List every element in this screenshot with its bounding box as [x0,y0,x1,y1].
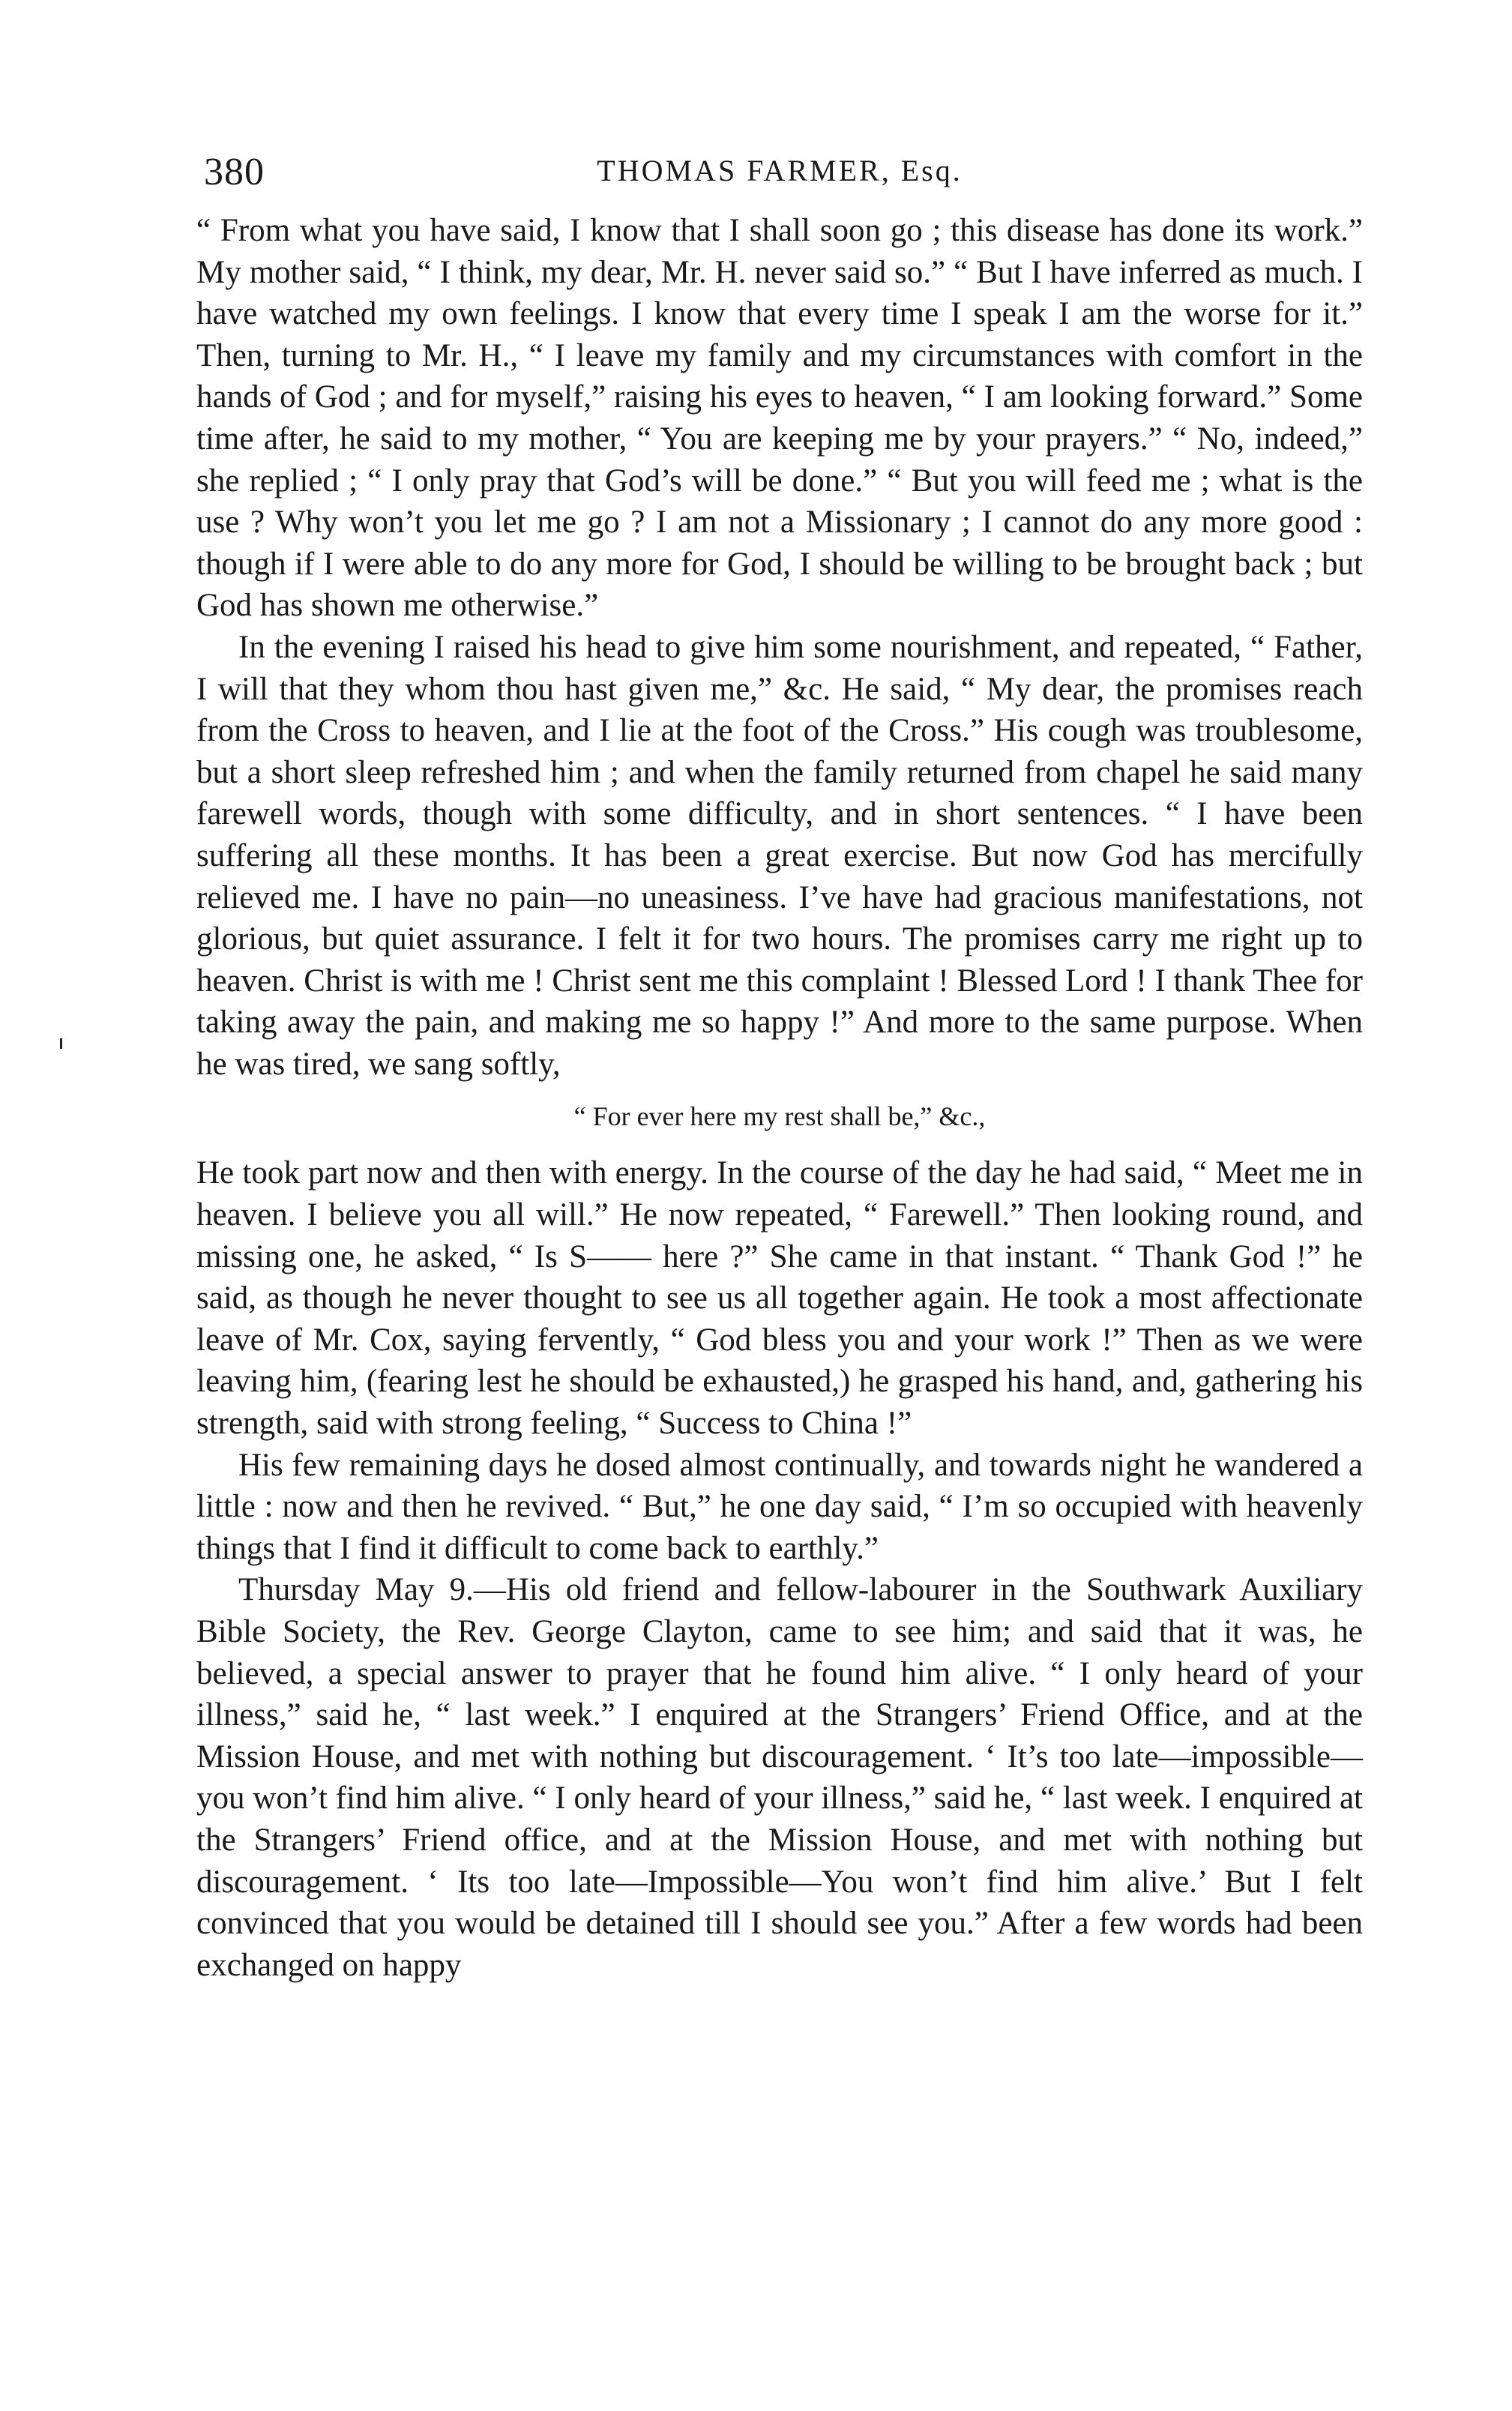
hymn-quote: “ For ever here my rest shall be,” &c., [573,1101,986,1132]
paragraph-remaining-days: His few remaining days he dosed almost continually, and towards night he wandered a little : now and then he revived. “ But,” he one day said, “ I’m so occupied with heavenly things that I find it difficult to come back to earthly.” [196,1447,1363,1566]
paragraph-dialogue: “ From what you have said, I know that I shall soon go ; this disease has done its work.” My mother said, “ I think, my dear, Mr. H. never said so.” “ But I have inferred as much. I have watched my own feelings. I know that every time I speak I am the worse for it.” Then, turning to Mr. H., “ I leave my family and my circumstances with comfort in the hands of God ; and for myself,” raising his eyes to heaven, “ I am looking forward.” Some time after, he said to my mother, “ You are keeping me by your prayers.” “ No, indeed,” she replied ; “ I only pray that God’s will be done.” “ But you will feed me ; what is the use ? Why won’t you let me go ? I am not a Missionary ; I cannot do any more good : though if I were able to do any more for God, I should be willing to be brought back ; but God has shown me otherwise.” [196,213,1363,624]
running-title: THOMAS FARMER, Esq. [597,154,963,187]
book-page [196,150,1363,1986]
paragraph-evening: In the evening I raised his head to give him some nourishment, and repeated, “ Father, I will that they whom thou hast given me,” &c. He said, “ My dear, the promises reach from the Cross to heaven, and I lie at the foot of the Cross.” His cough was troublesome, but a short sleep refreshed him ; and when the family returned from chapel he said many farewell words, though with some difficulty, and in short sentences. “ I have been suffering all these months. It has been a great exercise. But now God has mercifully relieved me. I have no pain—no uneasiness. I’ve have had gracious manifestations, not glorious, but quiet assurance. I felt it for two hours. The promises carry me right up to heaven. Christ is with me ! Christ sent me this complaint ! Blessed Lord ! I thank Thee for taking away the pain, and making me so happy !” And more to the same purpose. When he was tired, we sang softly, [196,629,1363,1082]
running-head [196,150,1363,210]
page-number: 380 [204,151,265,193]
paragraph-farewell: He took part now and then with energy. In the course of the day he had said, “ Meet me in heaven. I believe you all will.” He now repeated, “ Farewell.” Then looking round, and missing one, he asked, “ Is S—— here ?” She came in that instant. “ Thank God !” he said, as though he never thought to see us all together again. He took a most affectionate leave of Mr. Cox, saying fervently, “ God bless you and your work !” Then as we were leaving him, (fearing lest he should be exhausted,) he grasped his hand, and, gathering his strength, said with strong feeling, “ Success to China !” [196,1155,1363,1442]
paragraph-thursday-visit: Thursday May 9.—His old friend and fellow-labourer in the Southwark Auxiliary Bible Society, the Rev. George Clayton, came to see him; and said that it was, he believed, a special answer to prayer that he found him alive. “ I only heard of your illness,” said he, “ last week.” I enquired at the Strangers’ Friend Office, and at the Mission House, and met with nothing but discouragement. ‘ It’s too late—impossible—you won’t find him alive. “ I only heard of your illness,” said he, “ last week. I enquired at the Strangers’ Friend office, and at the Mission House, and met with nothing but discouragement. ‘ Its too late—Impossible—You won’t find him alive.’ But I felt convinced that you would be detained till I should see you.” After a few words had been exchanged on happy [196,1572,1363,1983]
print-speck [60,1038,62,1049]
body-text [196,210,1363,1986]
